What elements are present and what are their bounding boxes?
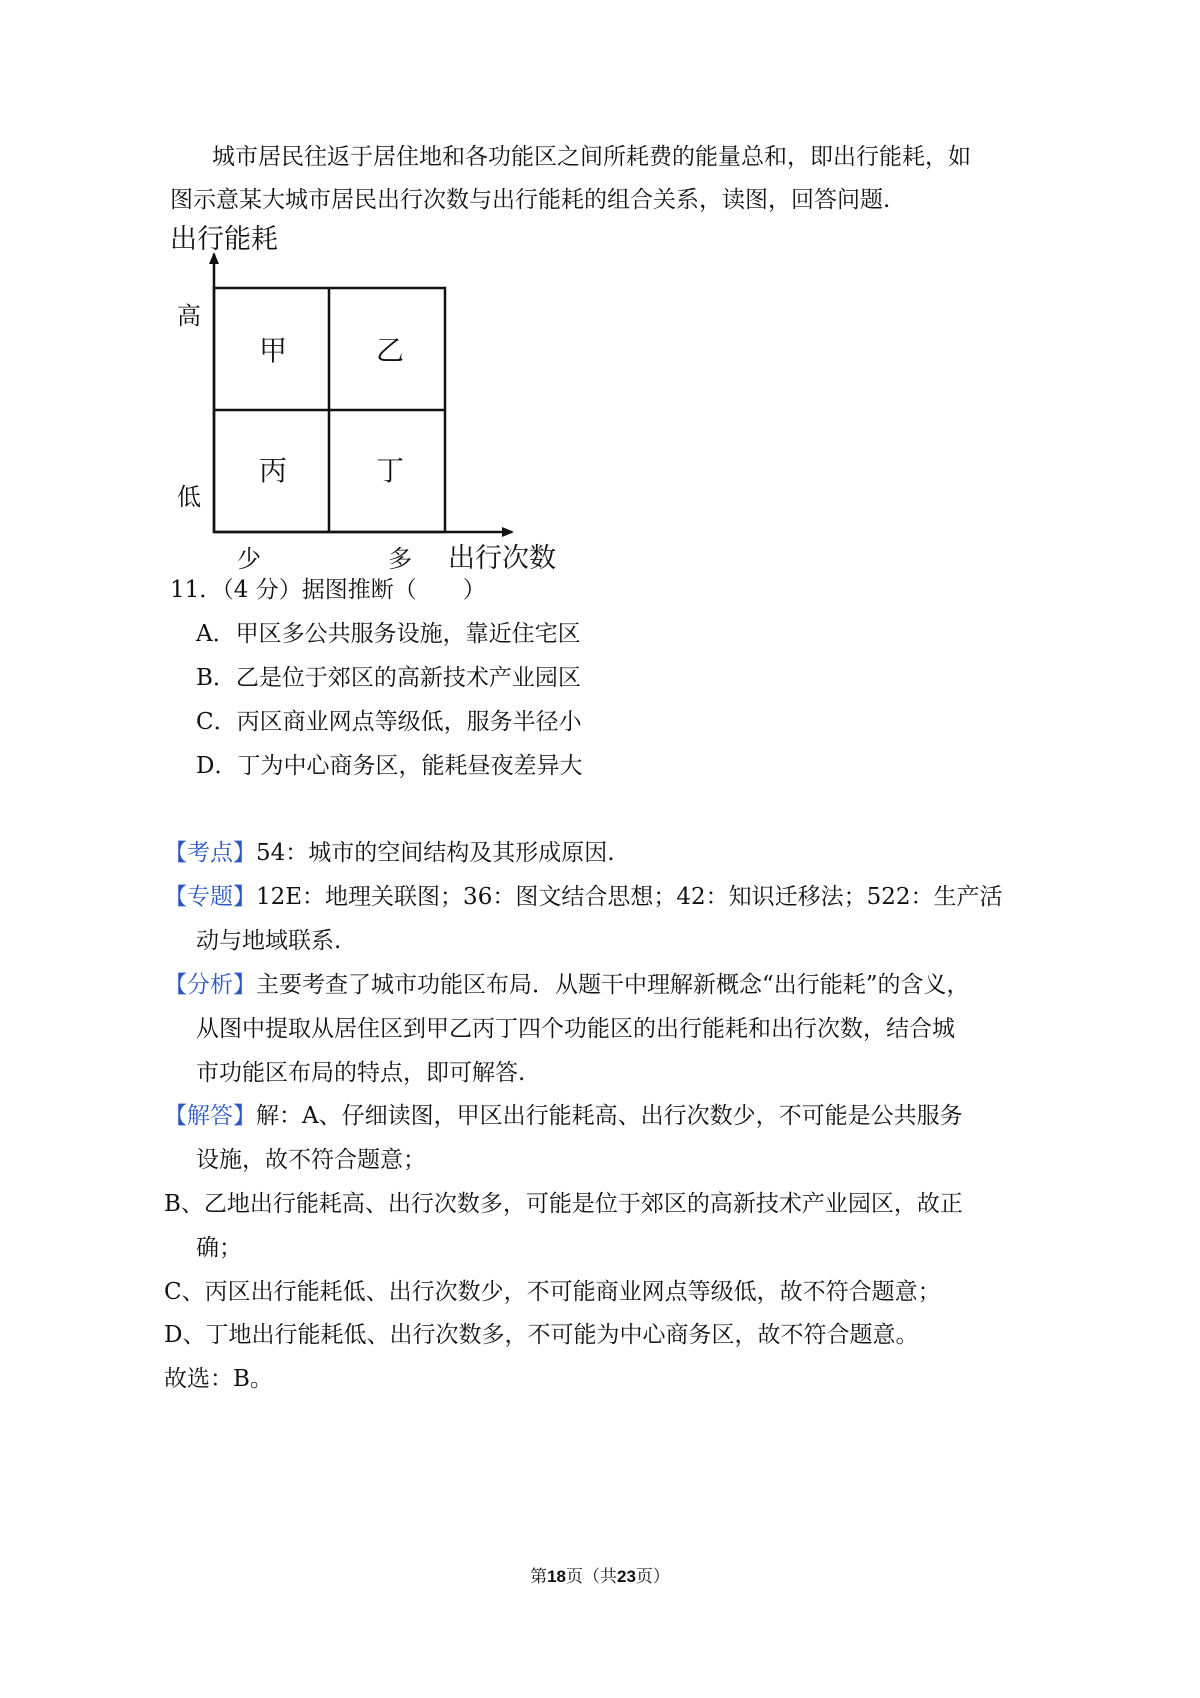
option-d: D．丁为中心商务区，能耗昼夜差异大 <box>196 753 583 779</box>
cell-bing: 丙 <box>259 454 288 487</box>
cell-ding: 丁 <box>376 454 405 487</box>
jieda-line <box>164 1101 963 1131</box>
zhuanti-line <box>164 882 1003 912</box>
footer-page-number: 18 <box>547 1567 566 1586</box>
x-few-label: 少 <box>237 545 261 573</box>
kaodian-line <box>164 838 615 868</box>
answer-d-line: D、丁地出行能耗低、出行次数多，不可能为中心商务区，故不符合题意。 <box>164 1322 919 1348</box>
footer-prefix: 第 <box>530 1567 548 1586</box>
footer-total-pages: 23 <box>617 1567 636 1586</box>
cell-yi: 乙 <box>376 334 405 367</box>
final-answer: 故选：B。 <box>164 1366 273 1392</box>
fenxi-line-3: 市功能区布局的特点，即可解答. <box>196 1060 526 1086</box>
quadrant-diagram <box>170 224 620 622</box>
answer-b-line: B、乙地出行能耗高、出行次数多，可能是位于郊区的高新技术产业园区，故正 <box>164 1191 963 1217</box>
answer-b-line-2: 确； <box>196 1235 242 1261</box>
fenxi-text: 主要考查了城市功能区布局．从题干中理解新概念“出行能耗”的含义， <box>256 972 970 998</box>
fenxi-line-2: 从图中提取从居住区到甲乙丙丁四个功能区的出行能耗和出行次数，结合城 <box>196 1016 955 1042</box>
kaodian-tag: 【考点】 <box>164 840 256 866</box>
y-high-label: 高 <box>177 302 201 330</box>
footer-middle: 页（共 <box>566 1567 617 1586</box>
kaodian-text: 54：城市的空间结构及其形成原因. <box>256 840 615 866</box>
option-a: A．甲区多公共服务设施，靠近住宅区 <box>196 621 581 647</box>
intro-line-1: 城市居民往返于居住地和各功能区之间所耗费的能量总和，即出行能耗，如 <box>212 144 971 170</box>
x-axis-label: 出行次数 <box>448 543 556 574</box>
jieda-text: 解：A、仔细读图，甲区出行能耗高、出行次数少，不可能是公共服务 <box>256 1103 963 1129</box>
option-c: C．丙区商业网点等级低，服务半径小 <box>196 709 582 735</box>
jieda-line-2: 设施，故不符合题意； <box>196 1147 426 1173</box>
answer-c-line: C、丙区出行能耗低、出行次数少，不可能商业网点等级低，故不符合题意； <box>164 1279 941 1305</box>
y-axis-label: 出行能耗 <box>170 224 278 255</box>
cell-jia: 甲 <box>259 334 288 367</box>
jieda-tag: 【解答】 <box>164 1103 256 1129</box>
fenxi-line <box>164 970 970 1000</box>
intro-line-2: 图示意某大城市居民出行次数与出行能耗的组合关系，读图，回答问题. <box>170 187 891 213</box>
x-many-label: 多 <box>388 545 412 573</box>
page-footer <box>0 1562 1200 1587</box>
fenxi-tag: 【分析】 <box>164 972 256 998</box>
option-b: B．乙是位于郊区的高新技术产业园区 <box>196 665 581 691</box>
question-stem: 11．（4 分）据图推断（ ） <box>170 577 486 603</box>
zhuanti-line-2: 动与地域联系. <box>196 928 342 954</box>
zhuanti-tag: 【专题】 <box>164 884 256 910</box>
travel-energy-figure <box>170 224 620 622</box>
zhuanti-text: 12E：地理关联图；36：图文结合思想；42：知识迁移法；522：生产活 <box>256 884 1003 910</box>
y-low-label: 低 <box>177 483 201 511</box>
footer-suffix: 页） <box>635 1567 670 1586</box>
